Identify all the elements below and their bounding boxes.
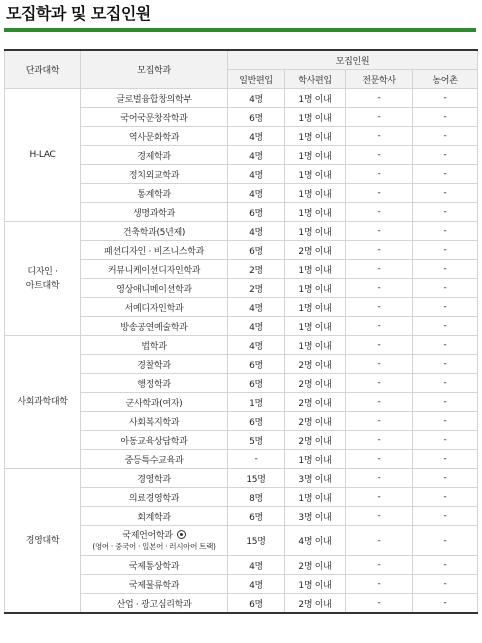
associate-count: - (346, 317, 413, 336)
department-name: 법학과 (81, 336, 228, 355)
general-transfer-count: 4명 (228, 317, 285, 336)
bachelor-transfer-count: 1명 이내 (285, 108, 346, 127)
bachelor-transfer-count: 2명 이내 (285, 412, 346, 431)
general-transfer-count: 2명 (228, 260, 285, 279)
college-name-line: 아트대학 (25, 280, 60, 291)
department-name: 패션디자인 · 비즈니스학과 (81, 241, 228, 260)
department-name: 정치외교학과 (81, 165, 228, 184)
rural-count: - (413, 556, 478, 575)
associate-count: - (346, 556, 413, 575)
bachelor-transfer-count: 1명 이내 (285, 146, 346, 165)
associate-count: - (346, 222, 413, 241)
table-row (5, 336, 478, 355)
general-transfer-count: 6명 (228, 355, 285, 374)
department-name: 회계학과 (81, 507, 228, 526)
associate-count: - (346, 575, 413, 594)
table-header (5, 50, 478, 89)
header-quota: 모집인원 (228, 50, 478, 70)
bachelor-transfer-count: 3명 이내 (285, 469, 346, 488)
header-general-transfer: 일반편입 (228, 70, 285, 89)
rural-count: - (413, 298, 478, 317)
header-bachelor-transfer: 학사편입 (285, 70, 346, 89)
department-track-note: (영어 · 중국어 · 일본어 · 러시아어 트랙) (92, 541, 216, 551)
college-name: H-LAC (5, 89, 81, 222)
bachelor-transfer-count: 2명 이내 (285, 431, 346, 450)
rural-count: - (413, 469, 478, 488)
department-name: 사회복지학과 (81, 412, 228, 431)
associate-count: - (346, 594, 413, 614)
admission-table (4, 49, 478, 614)
department-name: 국제물류학과 (81, 575, 228, 594)
department-name: 생명과학과 (81, 203, 228, 222)
associate-count: - (346, 146, 413, 165)
rural-count: - (413, 165, 478, 184)
rural-count: - (413, 222, 478, 241)
bachelor-transfer-count: 2명 이내 (285, 355, 346, 374)
header-associate: 전문학사 (346, 70, 413, 89)
rural-count: - (413, 575, 478, 594)
general-transfer-count: 6명 (228, 108, 285, 127)
department-name: 역사문화학과 (81, 127, 228, 146)
rural-count: - (413, 184, 478, 203)
associate-count: - (346, 279, 413, 298)
header-department: 모집학과 (81, 50, 228, 89)
general-transfer-count: 6명 (228, 203, 285, 222)
page-title: 모집학과 및 모집인원 (6, 4, 151, 23)
bachelor-transfer-count: 1명 이내 (285, 260, 346, 279)
general-transfer-count: 1명 (228, 393, 285, 412)
associate-count: - (346, 393, 413, 412)
title-underline (4, 28, 476, 32)
department-name: 중등특수교육과 (81, 450, 228, 469)
radio-mark-icon (177, 530, 186, 539)
header-college: 단과대학 (5, 50, 81, 89)
college-name: 사회과학대학 (5, 336, 81, 469)
bachelor-transfer-count: 1명 이내 (285, 279, 346, 298)
general-transfer-count: 6명 (228, 374, 285, 393)
rural-count: - (413, 89, 478, 108)
table-row (5, 222, 478, 241)
general-transfer-count: 6명 (228, 412, 285, 431)
bachelor-transfer-count: 1명 이내 (285, 184, 346, 203)
department-name: 아동교육상담학과 (81, 431, 228, 450)
general-transfer-count: 6명 (228, 507, 285, 526)
associate-count: - (346, 165, 413, 184)
general-transfer-count: 2명 (228, 279, 285, 298)
bachelor-transfer-count: 1명 이내 (285, 127, 346, 146)
associate-count: - (346, 488, 413, 507)
rural-count: - (413, 507, 478, 526)
associate-count: - (346, 108, 413, 127)
associate-count: - (346, 260, 413, 279)
college-name (5, 222, 81, 336)
department-name: 국어국문창작학과 (81, 108, 228, 127)
associate-count: - (346, 526, 413, 556)
general-transfer-count: 6명 (228, 241, 285, 260)
bachelor-transfer-count: 1명 이내 (285, 317, 346, 336)
department-name (81, 526, 228, 556)
rural-count: - (413, 108, 478, 127)
bachelor-transfer-count: 2명 이내 (285, 374, 346, 393)
header-rural: 농어촌 (413, 70, 478, 89)
department-main-label: 국제언어학과 (122, 530, 173, 541)
general-transfer-count: 6명 (228, 594, 285, 614)
associate-count: - (346, 336, 413, 355)
rural-count: - (413, 393, 478, 412)
general-transfer-count: 4명 (228, 165, 285, 184)
department-name: 글로벌융합창의학부 (81, 89, 228, 108)
general-transfer-count: - (228, 450, 285, 469)
rural-count: - (413, 526, 478, 556)
general-transfer-count: 4명 (228, 298, 285, 317)
department-name: 커뮤니케이션디자인학과 (81, 260, 228, 279)
rural-count: - (413, 260, 478, 279)
rural-count: - (413, 336, 478, 355)
associate-count: - (346, 127, 413, 146)
bachelor-transfer-count: 1명 이내 (285, 450, 346, 469)
department-name: 의료경영학과 (81, 488, 228, 507)
associate-count: - (346, 412, 413, 431)
general-transfer-count: 8명 (228, 488, 285, 507)
associate-count: - (346, 184, 413, 203)
college-name-line: 디자인 · (27, 266, 58, 277)
rural-count: - (413, 374, 478, 393)
general-transfer-count: 5명 (228, 431, 285, 450)
department-name: 서예디자인학과 (81, 298, 228, 317)
general-transfer-count: 4명 (228, 146, 285, 165)
associate-count: - (346, 298, 413, 317)
rural-count: - (413, 450, 478, 469)
department-name: 군사학과(여자) (81, 393, 228, 412)
rural-count: - (413, 431, 478, 450)
bachelor-transfer-count: 3명 이내 (285, 507, 346, 526)
department-name: 통계학과 (81, 184, 228, 203)
rural-count: - (413, 146, 478, 165)
general-transfer-count: 4명 (228, 184, 285, 203)
department-name: 방송공연예술학과 (81, 317, 228, 336)
bachelor-transfer-count: 1명 이내 (285, 89, 346, 108)
associate-count: - (346, 469, 413, 488)
bachelor-transfer-count: 1명 이내 (285, 222, 346, 241)
associate-count: - (346, 431, 413, 450)
bachelor-transfer-count: 2명 이내 (285, 594, 346, 614)
table-body (5, 89, 478, 614)
bachelor-transfer-count: 2명 이내 (285, 241, 346, 260)
associate-count: - (346, 203, 413, 222)
rural-count: - (413, 241, 478, 260)
associate-count: - (346, 355, 413, 374)
rural-count: - (413, 488, 478, 507)
rural-count: - (413, 317, 478, 336)
department-name: 국제통상학과 (81, 556, 228, 575)
general-transfer-count: 15명 (228, 469, 285, 488)
general-transfer-count: 4명 (228, 222, 285, 241)
rural-count: - (413, 355, 478, 374)
bachelor-transfer-count: 1명 이내 (285, 488, 346, 507)
associate-count: - (346, 241, 413, 260)
department-name: 산업 · 광고심리학과 (81, 594, 228, 614)
bachelor-transfer-count: 1명 이내 (285, 165, 346, 184)
department-name: 경영학과 (81, 469, 228, 488)
bachelor-transfer-count: 1명 이내 (285, 298, 346, 317)
department-name: 경제학과 (81, 146, 228, 165)
rural-count: - (413, 203, 478, 222)
general-transfer-count: 4명 (228, 556, 285, 575)
general-transfer-count: 4명 (228, 575, 285, 594)
table-row (5, 89, 478, 108)
rural-count: - (413, 279, 478, 298)
department-name: 행정학과 (81, 374, 228, 393)
associate-count: - (346, 374, 413, 393)
department-name: 영상애니메이션학과 (81, 279, 228, 298)
bachelor-transfer-count: 2명 이내 (285, 556, 346, 575)
college-name: 경영대학 (5, 469, 81, 614)
department-name: 경찰학과 (81, 355, 228, 374)
associate-count: - (346, 89, 413, 108)
general-transfer-count: 4명 (228, 89, 285, 108)
general-transfer-count: 15명 (228, 526, 285, 556)
general-transfer-count: 4명 (228, 127, 285, 146)
table-row (5, 469, 478, 488)
department-name: 건축학과(5년제) (81, 222, 228, 241)
associate-count: - (346, 450, 413, 469)
bachelor-transfer-count: 2명 이내 (285, 393, 346, 412)
general-transfer-count: 4명 (228, 336, 285, 355)
rural-count: - (413, 127, 478, 146)
bachelor-transfer-count: 4명 이내 (285, 526, 346, 556)
bachelor-transfer-count: 1명 이내 (285, 203, 346, 222)
rural-count: - (413, 412, 478, 431)
rural-count: - (413, 594, 478, 614)
bachelor-transfer-count: 1명 이내 (285, 336, 346, 355)
associate-count: - (346, 507, 413, 526)
bachelor-transfer-count: 1명 이내 (285, 575, 346, 594)
